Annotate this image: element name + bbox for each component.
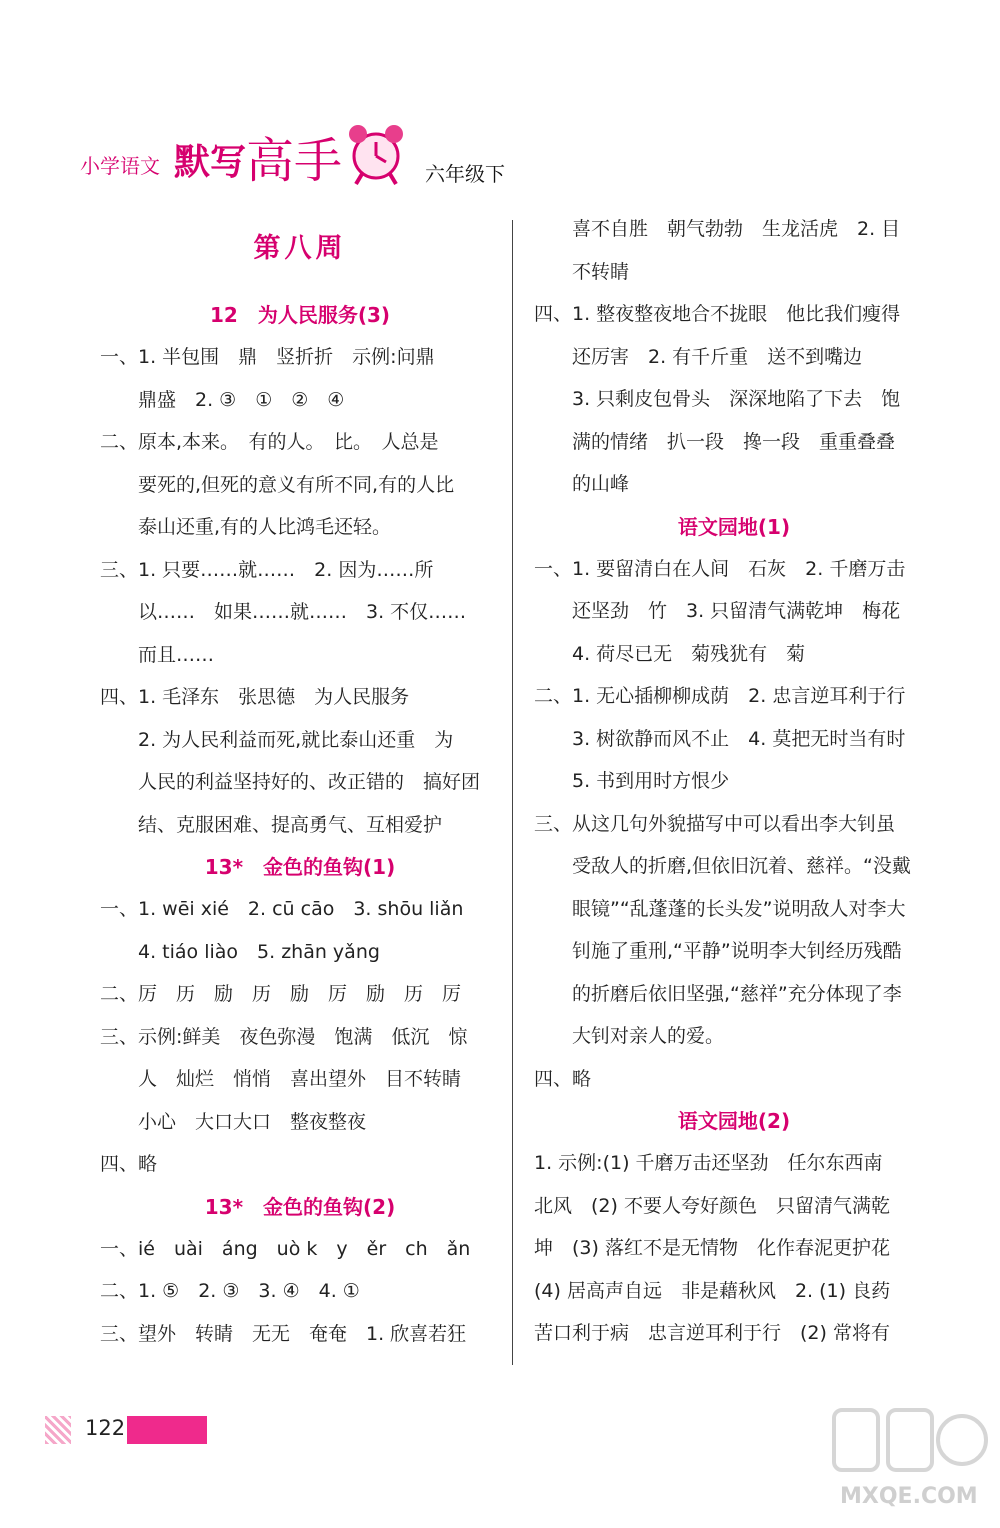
answer-line: 3. 只剩皮包骨头 深深地陷了下去 饱: [572, 388, 901, 410]
answer-line: 1. 示例:(1) 千磨万击还坚劲 任尔东西南: [534, 1152, 883, 1174]
answer-line: 二、1. ⑤ 2. ③ 3. ④ 4. ①: [100, 1280, 360, 1302]
answer-line: 钊施了重刑,“平静”说明李大钊经历残酷: [572, 940, 902, 962]
page-footer: [45, 1410, 215, 1450]
answer-line: 还厉害 2. 有千斤重 送不到嘴边: [572, 345, 863, 368]
section-title: 12 为人民服务(3): [209, 303, 391, 327]
watermark-logo-icon: [830, 1400, 990, 1490]
answer-line: 四、略: [100, 1153, 158, 1175]
answer-line: 大钊对亲人的爱。: [572, 1025, 725, 1047]
answer-line: 眼镜”“乱蓬蓬的长头发”说明敌人对李大: [572, 897, 906, 920]
page-pattern-decoration: [45, 1416, 71, 1444]
answer-line: 一、ié uài áng uò k y ěr ch ǎn: [100, 1237, 471, 1260]
answer-line: 泰山还重,有的人比鸿毛还轻。: [138, 516, 392, 538]
answer-line: 喜不自胜 朝气勃勃 生龙活虎 2. 目: [572, 218, 901, 240]
answer-line: 三、示例:鲜美 夜色弥漫 饱满 低沉 惊: [100, 1025, 468, 1048]
answer-line: 结、克服困难、提高勇气、互相爱护: [138, 813, 443, 836]
brand-big-text: 高手: [246, 133, 343, 189]
answer-line: 人民的利益坚持好的、改正错的 搞好团: [138, 771, 481, 793]
answer-line: 还坚劲 竹 3. 只留清气满乾坤 梅花: [572, 600, 901, 622]
answer-line: 二、原本,本来。 有的人。 比。 人总是: [100, 431, 439, 453]
answer-line: 不转睛: [572, 260, 630, 283]
answer-line: 受敌人的折磨,但依旧沉着、慈祥。“没戴: [572, 855, 911, 877]
answer-line: 鼎盛 2. ③ ① ② ④: [138, 388, 345, 411]
answer-line: 的折磨后依旧坚强,“慈祥”充分体现了李: [572, 982, 902, 1005]
answer-line: 3. 树欲静而风不止 4. 莫把无时当有时: [572, 727, 906, 750]
grade-label: 六年级下: [425, 162, 505, 186]
answer-line: 坤 (3) 落红不是无情物 化作春泥更护花: [534, 1237, 890, 1259]
alarm-clock-icon: [336, 112, 416, 192]
book-header: [80, 112, 540, 192]
answer-line: 小心 大口大口 整夜整夜: [138, 1110, 367, 1133]
section-title: 13* 金色的鱼钩(1): [204, 855, 396, 879]
watermark-text: MXQE.COM: [840, 1484, 978, 1509]
answer-line: 三、从这几句外貌描写中可以看出李大钊虽: [534, 812, 896, 835]
answer-line: 苦口利于病 忠言逆耳利于行 (2) 常将有: [534, 1322, 890, 1344]
answer-line: (4) 居高声自远 非是藉秋风 2. (1) 良药: [534, 1279, 891, 1302]
section-title: 13* 金色的鱼钩(2): [204, 1194, 396, 1219]
site-watermark: [830, 1400, 990, 1520]
answer-line: 四、1. 整夜整夜地合不拢眼 他比我们瘦得: [534, 303, 901, 325]
answer-line: 三、望外 转睛 无无 奄奄 1. 欣喜若狂: [100, 1322, 467, 1345]
answer-line: 三、1. 只要……就…… 2. 因为……所: [100, 558, 434, 581]
answer-line: 2. 为人民利益而死,就比泰山还重 为: [138, 728, 454, 751]
answer-line: 四、略: [534, 1067, 592, 1090]
column-divider: [512, 220, 513, 1365]
answer-line: 北风 (2) 不要人夸好颜色 只留清气满乾: [534, 1194, 890, 1217]
answer-line: 的山峰: [572, 473, 630, 495]
section-title: 语文园地(2): [677, 1109, 791, 1133]
answer-line: 一、1. wēi xié 2. cū cāo 3. shōu liǎn: [100, 898, 464, 920]
answer-line: 一、1. 半包围 鼎 竖折折 示例:问鼎: [100, 346, 435, 368]
answer-line: 二、厉 历 励 历 励 厉 励 历 厉: [100, 983, 462, 1005]
section-title: 语文园地(1): [677, 514, 791, 539]
answer-line: 人 灿烂 悄悄 喜出望外 目不转睛: [138, 1068, 462, 1090]
page-color-bar: [127, 1416, 207, 1444]
left-column: [100, 208, 500, 1355]
answer-line: 4. tiáo liào 5. zhān yǎng: [138, 940, 380, 963]
answer-line: 而且……: [138, 643, 215, 666]
page-number: 122: [85, 1416, 126, 1440]
answer-line: 要死的,但死的意义有所不同,有的人比: [138, 473, 455, 496]
answer-line: 满的情绪 扒一段 搀一段 重重叠叠: [572, 430, 896, 453]
answer-line: 4. 荷尽已无 菊残犹有 菊: [572, 642, 806, 665]
answer-line: 以…… 如果……就…… 3. 不仅……: [138, 601, 467, 623]
brand-small-text: 小学语文: [80, 154, 160, 178]
answer-line: 一、1. 要留清白在人间 石灰 2. 千磨万击: [534, 557, 906, 580]
brand-mid-text: 默写: [174, 141, 247, 183]
week-title: 第八周: [253, 233, 347, 264]
answer-line: 二、1. 无心插柳柳成荫 2. 忠言逆耳利于行: [534, 685, 906, 707]
answer-line: 5. 书到用时方恨少: [572, 770, 730, 792]
answer-line: 四、1. 毛泽东 张思德 为人民服务: [100, 686, 410, 708]
right-column: [534, 208, 934, 1355]
